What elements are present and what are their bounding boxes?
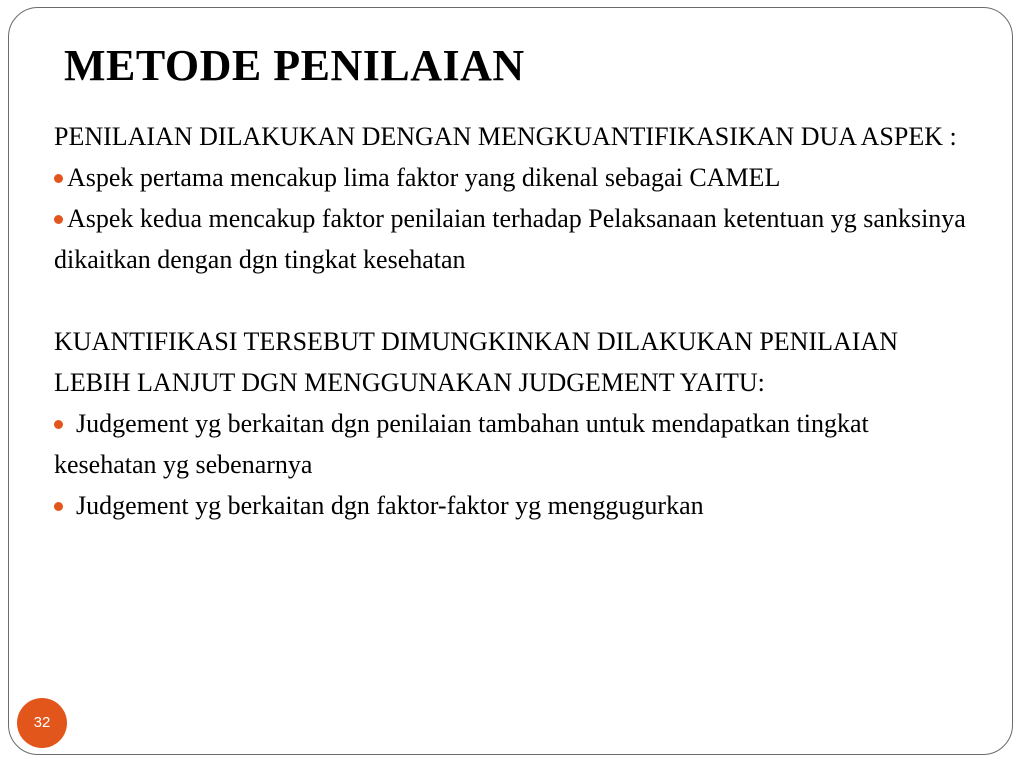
bullet-item (54, 403, 974, 485)
bullet-dot-icon (54, 215, 63, 224)
bullet-item (54, 157, 974, 198)
bullet-dot-icon (54, 502, 63, 511)
bullet-item (54, 198, 974, 280)
bullet-dot-icon (54, 174, 63, 183)
section-paragraph: KUANTIFIKASI TERSEBUT DIMUNGKINKAN DILAKUKAN PENILAIAN LEBIH LANJUT DGN MENGGUNAKAN JUDGEMENT YAITU: (54, 327, 898, 397)
bullet-text: Aspek pertama mencakup lima faktor yang dikenal sebagai CAMEL (67, 163, 781, 192)
slide-body (54, 116, 974, 526)
bullet-item (54, 485, 974, 526)
intro-paragraph: PENILAIAN DILAKUKAN DENGAN MENGKUANTIFIKASIKAN DUA ASPEK : (54, 122, 957, 151)
bullet-text: Judgement yg berkaitan dgn faktor-faktor yg menggugurkan (76, 491, 704, 520)
bullet-text: Aspek kedua mencakup faktor penilaian terhadap Pelaksanaan ketentuan yg sanksinya dikaitkan dengan dgn tingkat kesehatan (54, 204, 966, 274)
bullet-text: Judgement yg berkaitan dgn penilaian tambahan untuk mendapatkan tingkat kesehatan yg sebenarnya (54, 409, 869, 479)
paragraph-spacer (54, 280, 974, 321)
bullet-dot-icon (54, 420, 63, 429)
page-number-badge: 32 (17, 698, 67, 748)
slide-title: METODE PENILAIAN (64, 41, 525, 90)
